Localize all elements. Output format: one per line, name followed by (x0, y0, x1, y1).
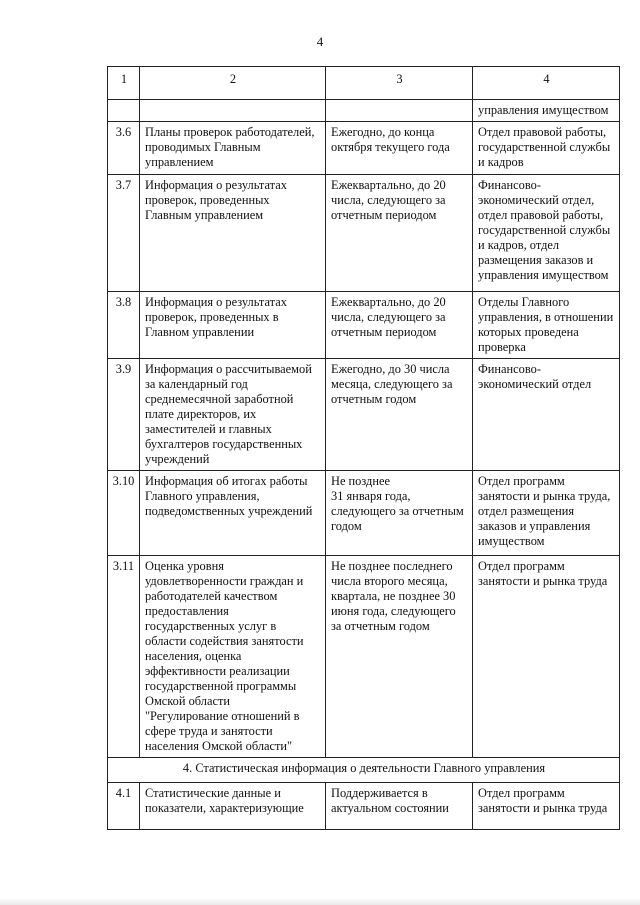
row-responsible: Отдел программ занятости и рынка труда (473, 783, 620, 830)
row-responsible: Отдел правовой работы, государственной службы и кадров (473, 122, 620, 175)
section-title: 4. Статистическая информация о деятельности Главного управления (108, 758, 620, 783)
information-table (107, 66, 620, 830)
page-number: 4 (316, 34, 324, 49)
row-number: 3.11 (108, 556, 140, 758)
row-info: Информация о рассчитываемой за календарный год среднемесячной заработной плате директоров, их заместителей и главных бухгалтеров государственных учреждений (140, 359, 326, 471)
continuation-deadline-cell (326, 100, 473, 122)
continuation-num-cell (108, 100, 140, 122)
row-number: 3.6 (108, 122, 140, 175)
table-row (108, 359, 620, 471)
row-responsible: Отдел программ занятости и рынка труда, отдел размещения заказов и управления имуществом (473, 471, 620, 556)
section-row (108, 758, 620, 783)
table-row (108, 471, 620, 556)
continuation-row (108, 100, 620, 122)
table-header-row (108, 67, 620, 100)
row-responsible: Отделы Главного управления, в отношении которых проведена проверка (473, 292, 620, 359)
row-deadline: Ежегодно, до 30 числа месяца, следующего за отчетным годом (326, 359, 473, 471)
row-info: Оценка уровня удовлетворенности граждан и работодателей качеством предоставления государственных услуг в области содействия занятости населения, оценка эффективности реализации государственной программы Омской области "Регулирование отношений в сфере труда и занятости населения Омской области" (140, 556, 326, 758)
row-info: Информация об итогах работы Главного управления, подведомственных учреждений (140, 471, 326, 556)
row-info: Статистические данные и показатели, характеризующие (140, 783, 326, 830)
row-number: 3.8 (108, 292, 140, 359)
row-responsible: Финансово- экономический отдел, отдел правовой работы, государственной службы и кадров, отдел размещения заказов и управления имуществом (473, 175, 620, 292)
continuation-info-cell (140, 100, 326, 122)
row-deadline: Ежеквартально, до 20 числа, следующего за отчетным периодом (326, 175, 473, 292)
table-row (108, 556, 620, 758)
row-deadline: Не позднее 31 января года, следующего за отчетным годом (326, 471, 473, 556)
header-col-2: 2 (140, 67, 326, 100)
row-responsible: Отдел программ занятости и рынка труда (473, 556, 620, 758)
header-col-4: 4 (473, 67, 620, 100)
row-deadline: Не позднее последнего числа второго месяца, квартала, не позднее 30 июня года, следующего за отчетным годом (326, 556, 473, 758)
row-number: 3.7 (108, 175, 140, 292)
header-col-1: 1 (108, 67, 140, 100)
row-responsible: Финансово- экономический отдел (473, 359, 620, 471)
table-row (108, 175, 620, 292)
row-info: Планы проверок работодателей, проводимых Главным управлением (140, 122, 326, 175)
row-deadline: Ежегодно, до конца октября текущего года (326, 122, 473, 175)
table-row (108, 783, 620, 830)
scan-edge-shadow (0, 898, 640, 905)
row-info: Информация о результатах проверок, проведенных в Главном управлении (140, 292, 326, 359)
row-info: Информация о результатах проверок, проведенных Главным управлением (140, 175, 326, 292)
row-deadline: Поддерживается в актуальном состоянии (326, 783, 473, 830)
continuation-responsible-cell: управления имуществом (473, 100, 620, 122)
row-number: 4.1 (108, 783, 140, 830)
header-col-3: 3 (326, 67, 473, 100)
table-row (108, 122, 620, 175)
row-number: 3.9 (108, 359, 140, 471)
table-row (108, 292, 620, 359)
row-deadline: Ежеквартально, до 20 числа, следующего за отчетным периодом (326, 292, 473, 359)
row-number: 3.10 (108, 471, 140, 556)
